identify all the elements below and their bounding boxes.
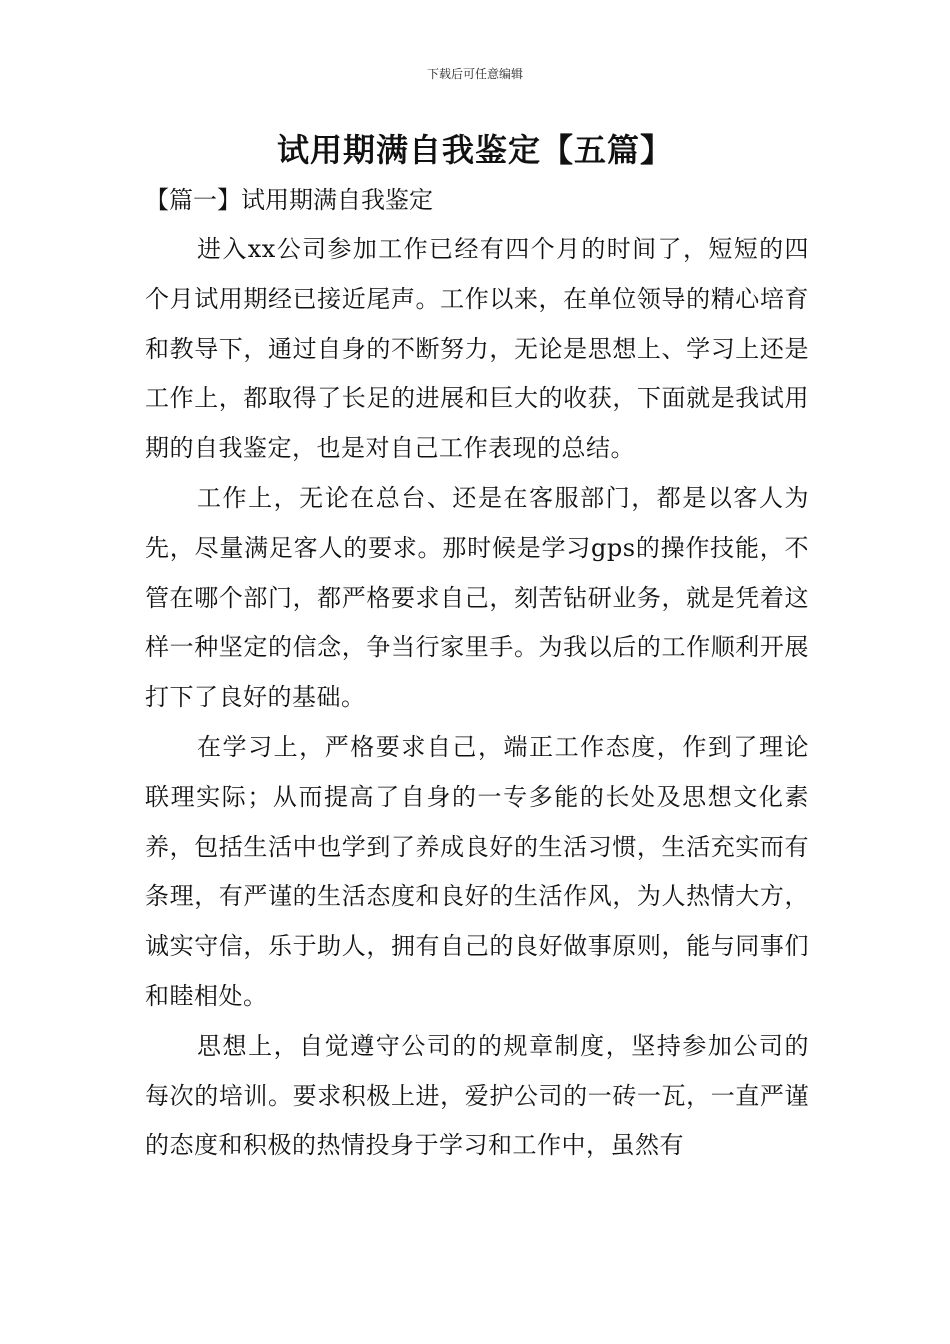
paragraph-2: 工作上，无论在总台、还是在客服部门，都是以客人为先，尽量满足客人的要求。那时候是学习gps的操作技能，不管在哪个部门，都严格要求自己，刻苦钻研业务，就是凭着这样一种坚定的信念，争当行家里手。为我以后的工作顺利开展打下了良好的基础。 (145, 483, 809, 712)
document-body (145, 225, 809, 1171)
section-heading: 【篇一】试用期满自我鉴定 (145, 186, 433, 214)
header-note: 下载后可任意编辑 (426, 67, 523, 81)
document-title: 试用期满自我鉴定【五篇】 (276, 131, 673, 169)
paragraph-1: 进入xx公司参加工作已经有四个月的时间了，短短的四个月试用期经已接近尾声。工作以来，在单位领导的精心培育和教导下，通过自身的不断努力，无论是思想上、学习上还是工作上，都取得了长足的进展和巨大的收获，下面就是我试用期的自我鉴定，也是对自己工作表现的总结。 (145, 235, 809, 463)
paragraph-4: 思想上，自觉遵守公司的的规章制度，坚持参加公司的每次的培训。要求积极上进，爱护公司的一砖一瓦，一直严谨的态度和积极的热情投身于学习和工作中，虽然有 (145, 1031, 809, 1160)
paragraph-3: 在学习上，严格要求自己，端正工作态度，作到了理论联理实际；从而提高了自身的一专多能的长处及思想文化素养，包括生活中也学到了养成良好的生活习惯，生活充实而有条理，有严谨的生活态度和良好的生活作风，为人热情大方，诚实守信，乐于助人，拥有自己的良好做事原则，能与同事们和睦相处。 (145, 732, 809, 1010)
